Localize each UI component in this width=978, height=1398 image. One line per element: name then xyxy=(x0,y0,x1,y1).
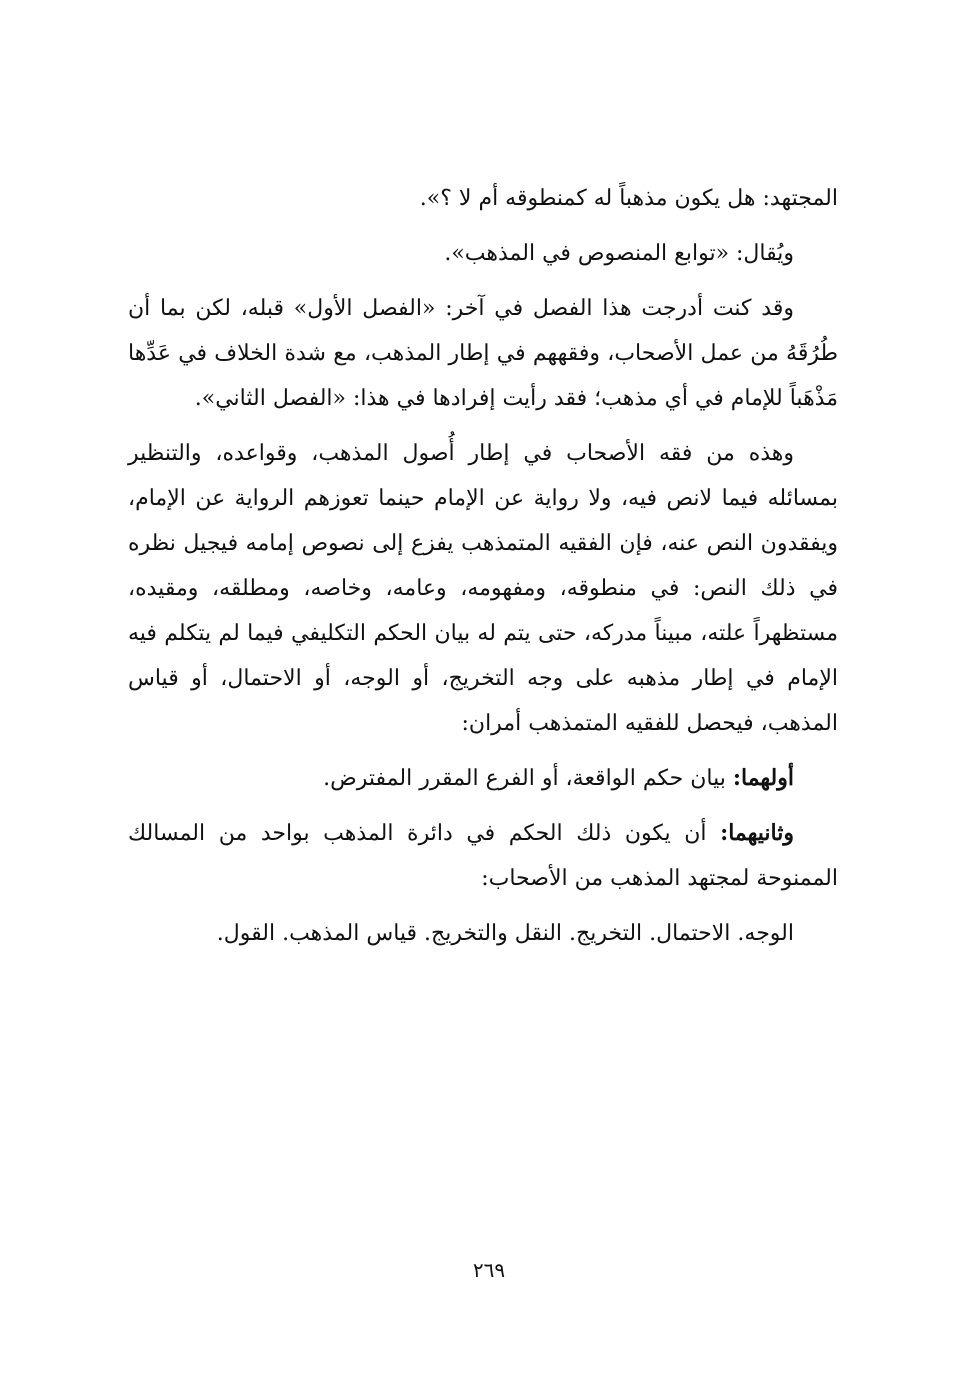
paragraph-first-matter xyxy=(128,756,838,801)
second-matter-lead: وثانيهما: xyxy=(720,820,795,846)
paragraph-companions-fiqh: وهذه من فقه الأصحاب في إطار أُصول المذهب، وقواعده، والتنظير بمسائله فيما لانص فيه، ولا رواية عن الإمام حينما تعوزهم الرواية عن الإمام، ويفقدون النص عنه، فإن الفقيه المتمذهب يفزع إلى نصوص إمامه فيجيل نظره في ذلك النص: في منطوقه، ومفهومه، وعامه، وخاصه، ومطلقه، ومقيده، مستظهراً علته، مبيناً مدركه، حتى يتم له بيان الحكم التكليفي فيما لم يتكلم فيه الإمام في إطار مذهبه على وجه التخريج، أو الوجه، أو الاحتمال، أو قياس المذهب، فيحصل للفقيه المتمذهب أمران: xyxy=(128,441,838,736)
page-body xyxy=(128,176,838,966)
page-number: ٢٦٩ xyxy=(472,1258,506,1282)
paragraph-methods-list: الوجه. الاحتمال. التخريج. النقل والتخريج. قياس المذهب. القول. xyxy=(216,921,794,946)
paragraph-continuation: المجتهد: هل يكون مذهباً له كمنطوقه أم لا ؟». xyxy=(419,186,838,211)
first-matter-lead: أولهما: xyxy=(732,765,794,791)
paragraph-alternate-name: ويُقال: «توابع المنصوص في المذهب». xyxy=(444,241,794,266)
paragraph-second-matter xyxy=(128,811,838,901)
paragraph-chapter-note: وقد كنت أدرجت هذا الفصل في آخر: «الفصل الأول» قبله، لكن بما أن طُرُقَهُ من عمل الأصحاب، وفقههم في إطار المذهب، مع شدة الخلاف في عَدِّها مَذْهَباً للإمام في أي مذهب؛ فقد رأيت إفرادها في هذا: «الفصل الثاني». xyxy=(128,296,838,411)
second-matter-text: أن يكون ذلك الحكم في دائرة المذهب بواحد من المسالك الممنوحة لمجتهد المذهب من الأصحاب: xyxy=(128,821,838,891)
first-matter-text: بيان حكم الواقعة، أو الفرع المقرر المفترض. xyxy=(323,766,726,791)
